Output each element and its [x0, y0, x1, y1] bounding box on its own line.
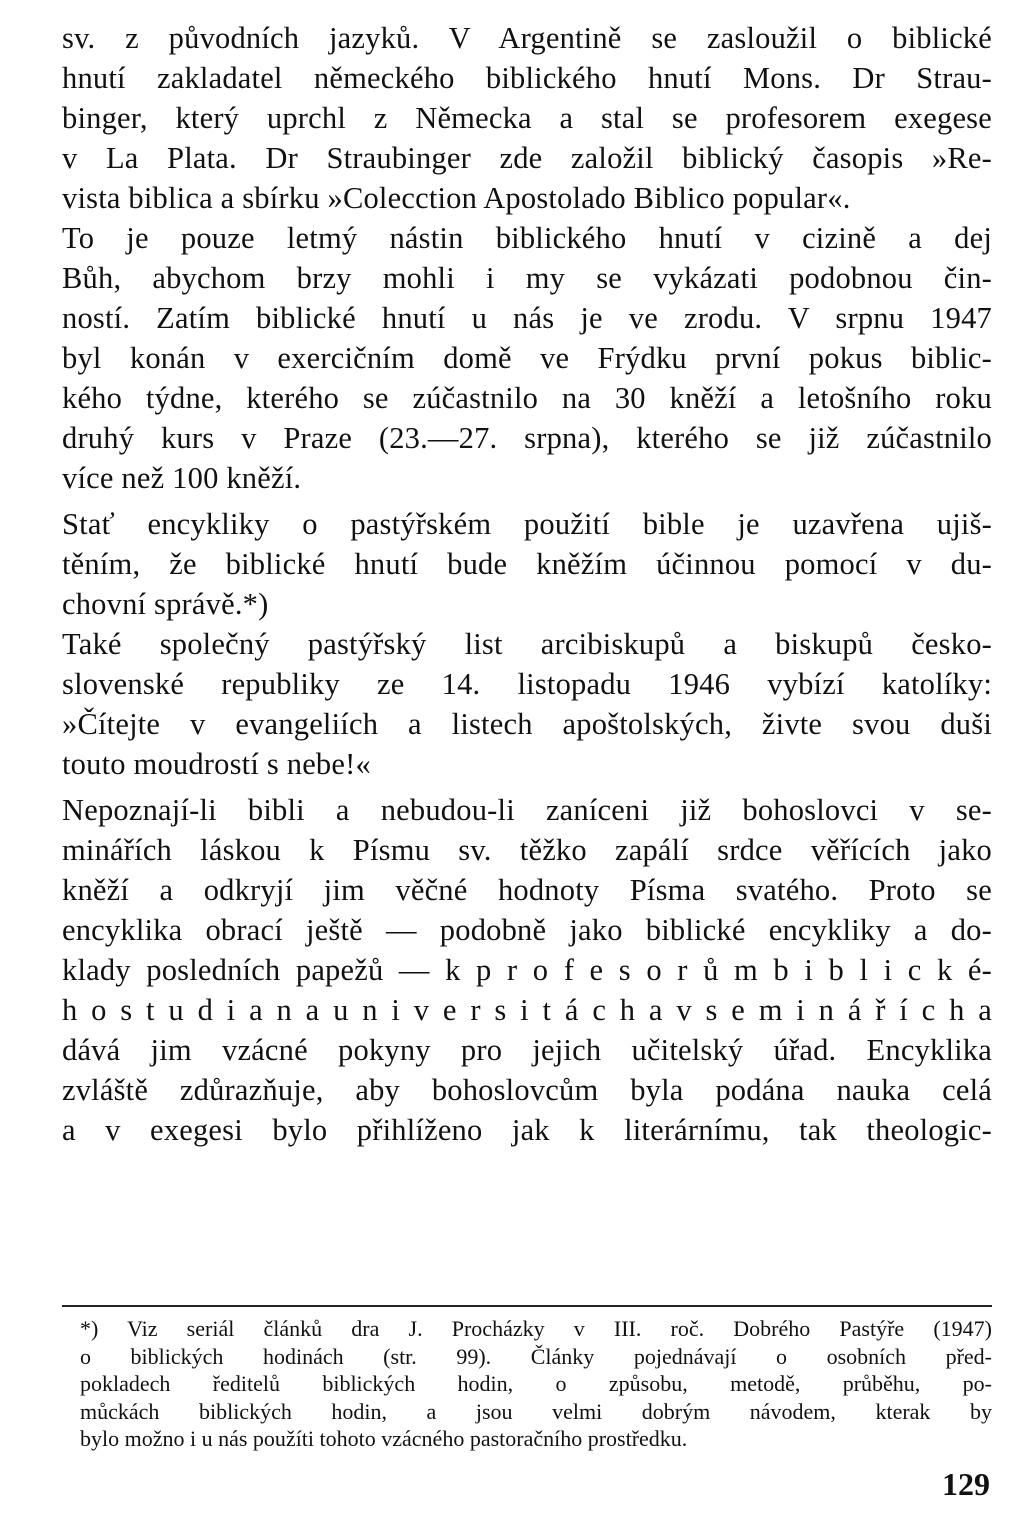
text-line: více než 100 kněží.: [62, 461, 302, 495]
text-line: sv. z původních jazyků. V Argentině se zasloužil o biblické: [62, 21, 992, 55]
text-line: kého týdne, kterého se zúčastnilo na 30 kněží a letošního roku: [62, 381, 992, 415]
footnote-line: o biblických hodinách (str. 99). Články pojednávají o osobních před-: [80, 1343, 992, 1369]
footnote-divider: [62, 1305, 992, 1307]
text-line: encyklika obrací ještě — podobně jako biblické encykliky a do-: [62, 913, 992, 947]
page-number: 129: [942, 1466, 990, 1502]
paragraph-1: [62, 18, 992, 218]
footnote-line: pokladech ředitelů biblických hodin, o způsobu, metodě, průběhu, po-: [80, 1371, 992, 1396]
text-line: vista biblica a sbírku »Colecction Apostolado Biblico popular«.: [62, 181, 851, 215]
text-line: druhý kurs v Praze (23.—27. srpna), kterého se již zúčastnilo: [62, 421, 992, 455]
text-line: byl konán v exercičním domě ve Frýdku první pokus biblic-: [62, 341, 992, 375]
text-line: »Čítejte v evangeliích a listech apoštolských, živte svou duši: [62, 707, 992, 741]
text-line: slovenské republiky ze 14. listopadu 1946 vybízí katolíky:: [62, 667, 992, 701]
text-line: Nepoznají-li bibli a nebudou-li zaníceni již bohoslovci v se-: [62, 793, 992, 827]
text-line: binger, který uprchl z Německa a stal se profesorem exegese: [62, 101, 992, 135]
text-line: To je pouze letmý nástin biblického hnutí v cizině a dej: [62, 221, 992, 255]
text-line: kněží a odkryjí jim věčné hodnoty Písma svatého. Proto se: [62, 873, 992, 907]
text-line: dává jim vzácné pokyny pro jejich učitelský úřad. Encyklika: [62, 1033, 992, 1067]
footnote-line: můckách biblických hodin, a jsou velmi dobrým návodem, kterak by: [80, 1398, 992, 1424]
text-line: minářích láskou k Písmu sv. těžko zapálí srdce věřících jako: [62, 833, 992, 867]
paragraph-4: [62, 624, 992, 784]
text-line: chovní správě.*): [62, 587, 269, 621]
paragraph-2: [62, 218, 992, 498]
main-text: [62, 18, 992, 1150]
text-line: a v exegesi bylo přihlíženo jak k literárnímu, tak theologic-: [62, 1113, 992, 1147]
footnote: [80, 1315, 992, 1453]
footnote-line: *) Viz seriál článků dra J. Procházky v III. roč. Dobrého Pastýře (1947): [80, 1316, 992, 1341]
text-line: hnutí zakladatel německého biblického hnutí Mons. Dr Strau-: [62, 61, 992, 95]
text-line: Bůh, abychom brzy mohli i my se vykázati podobnou čin-: [62, 261, 992, 295]
paragraph-3: [62, 504, 992, 624]
paragraph-5: [62, 790, 992, 1150]
text-line: ností. Zatím biblické hnutí u nás je ve zrodu. V srpnu 1947: [62, 301, 992, 335]
footnote-line: bylo možno i u nás použíti tohoto vzácného pastoračního prostředku.: [80, 1426, 688, 1451]
text-line: těním, že biblické hnutí bude kněžím účinnou pomocí v du-: [62, 547, 992, 581]
text-line: v La Plata. Dr Straubinger zde založil biblický časopis »Re-: [62, 141, 992, 175]
text-line: h o s t u d i a n a u n i v e r s i t á c h a v s e m i n á ř í c h a: [62, 993, 992, 1027]
text-line: Stať encykliky o pastýřském použití bible je uzavřena ujiš-: [62, 507, 992, 541]
text-line: zvláště zdůrazňuje, aby bohoslovcům byla podána nauka celá: [62, 1073, 992, 1107]
book-page: [62, 18, 992, 1502]
text-line: klady posledních papežů — k p r o f e s o r ů m b i b l i c k é-: [62, 953, 992, 987]
text-line: touto moudrostí s nebe!«: [62, 747, 371, 781]
text-line: Také společný pastýřský list arcibiskupů a biskupů česko-: [62, 627, 992, 661]
